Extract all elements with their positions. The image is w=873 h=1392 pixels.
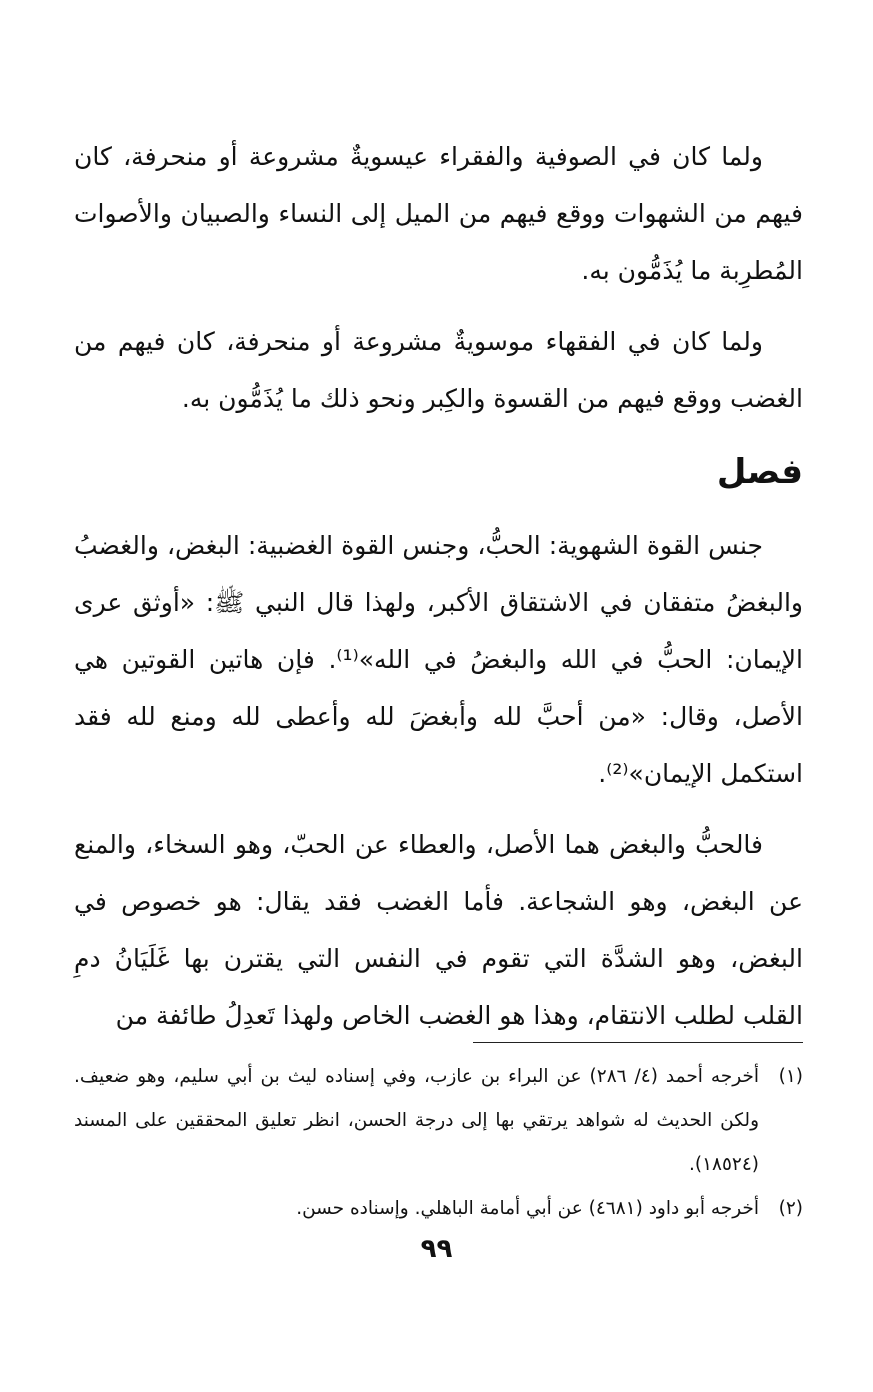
footnote-number: (٢) (778, 1198, 803, 1219)
section-heading: فصل (716, 452, 803, 492)
page-number: ٩٩ (420, 1234, 453, 1264)
footnote-number: (١) (778, 1066, 803, 1087)
footnote-text: أخرجه أبو داود (٤٦٨١) عن أبي أمامة الباهلي. وإسناده حسن. (296, 1198, 759, 1219)
footnote-separator (473, 1042, 803, 1043)
paragraph: فالحبُّ والبغض هما الأصل، والعطاء عن الحبّ، وهو السخاء، والمنع عن البغض، وهو الشجاعة. فأما الغضب فقد يقال: هو خصوص في البغض، وهو الشدَّة التي تقوم في النفس التي يقترن بها غَلَيَانُ دمِ القلب لطلب الانتقام، وهذا هو الغضب الخاص ولهذا تَعدِلُ طائفة من (74, 830, 803, 1030)
footnote (74, 1055, 803, 1187)
footnotes (74, 1055, 803, 1231)
paragraph: جنس القوة الشهوية: الحبُّ، وجنس القوة الغضبية: البغض، والغضبُ والبغضُ متفقان في الاشتقاق الأكبر، ولهذا قال النبي ﷺ: «أوثق عرى الإيمان: الحبُّ في الله والبغضُ في الله»⁽¹⁾. فإن هاتين القوتين هي الأصل، وقال: «من أحبَّ لله وأبغضَ لله وأعطى لله ومنع لله فقد استكمل الإيمان»⁽²⁾. (74, 531, 803, 788)
paragraph: ولما كان في الصوفية والفقراء عيسويةٌ مشروعة أو منحرفة، كان فيهم من الشهوات ووقع فيهم من الميل إلى النساء والصبيان والأصوات المُطرِبة ما يُذَمُّون به. (74, 142, 803, 285)
footnote (74, 1187, 803, 1231)
footnote-text: أخرجه أحمد (٤/ ٢٨٦) عن البراء بن عازب، وفي إسناده ليث بن أبي سليم، وهو ضعيف. ولكن الحديث له شواهد يرتقي بها إلى درجة الحسن، انظر تعليق المحققين على المسند (١٨٥٢٤). (74, 1066, 759, 1175)
main-text (74, 128, 803, 1058)
paragraph: ولما كان في الفقهاء موسويةٌ مشروعة أو منحرفة، كان فيهم من الغضب ووقع فيهم من القسوة والكِبر ونحو ذلك ما يُذَمُّون به. (74, 327, 803, 413)
